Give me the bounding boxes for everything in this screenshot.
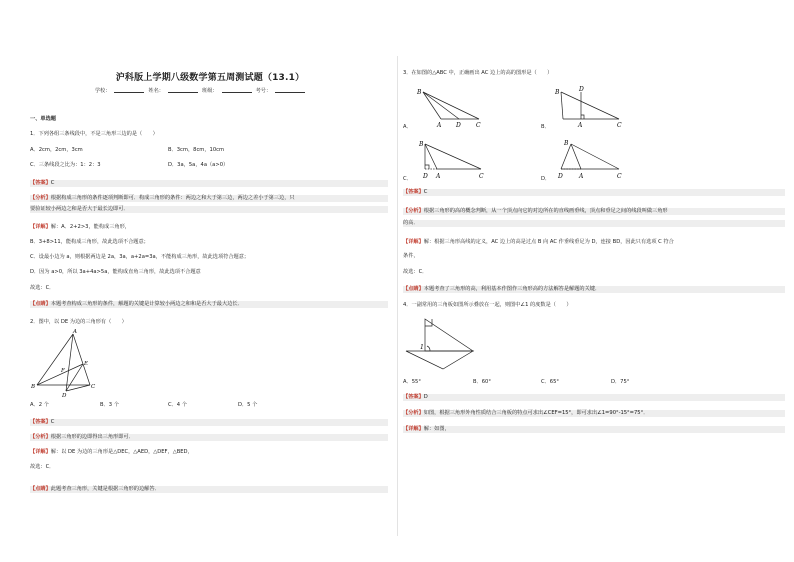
q3a-label-b: B	[417, 89, 422, 96]
q1-option-c: C．三条线段之比为：1：2：3	[30, 162, 101, 168]
q1-answer: C	[50, 180, 55, 186]
q3b-label-a: A	[578, 122, 583, 129]
q2-label-e: E	[84, 361, 89, 367]
q3d-label-c: C	[617, 173, 622, 180]
exam-no-label: 考号：	[255, 88, 272, 94]
q4-answer-row	[403, 394, 785, 401]
q1-option-d: D．3a，5a，4a（a>0）	[168, 162, 229, 168]
q4-analysis-row	[403, 410, 785, 417]
q4-option-d: D．75°	[611, 379, 630, 385]
q3-figure-b	[549, 84, 629, 129]
q3-detail-tag: 【详解】	[403, 239, 424, 245]
q3-analysis-line-1: 根据三角形的高的概念判断，从一个顶点向它的对边所在的直线画垂线，顶点和垂足之间的线段叫做三角形	[423, 208, 668, 214]
q4-analysis: 如图，根据三角形外角性质结合三角板的特点可求出∠CEF=15°，即可求出∠1=90°-15°=75°．	[423, 410, 649, 416]
q4-detail-tag: 【详解】	[403, 426, 424, 432]
q3-figure-a	[411, 84, 491, 129]
q2-detail-tag: 【详解】	[30, 449, 51, 455]
q1-answer-tag: 【答案】	[30, 180, 51, 186]
q4-answer: D	[423, 394, 428, 400]
q2-answer-row	[30, 419, 388, 426]
q1-analysis-line-2: 要验证较小两边之和是否大于最长边即可．	[30, 206, 388, 213]
q2-option-a: A．2 个	[30, 402, 49, 408]
q2-analysis-row	[30, 434, 388, 441]
q3-option-d: D．	[541, 176, 551, 182]
q3-stem: 3．在如图的△ABC 中，正确画出 AC 边上的高的图形是（ ）	[403, 70, 553, 76]
q3-answer: C	[423, 189, 428, 195]
q3d-label-a: A	[579, 173, 584, 180]
q2-remark: 此题考查三角形，关键是根据三角形的边解答．	[50, 486, 160, 492]
q1-detail-line-5: 故选：C．	[30, 285, 55, 291]
q1-detail-line-3: C．设最小边为 a，则根据两边是 2a，3a，a+2a=3a，不能构成三角形，故此选项符合题意；	[30, 254, 250, 260]
q4-stem: 4．一副常用的三角板如图所示叠放在一起，则图中∠1 的度数是（ ）	[403, 302, 572, 308]
q1-analysis-line-1: 根据构成三角形的条件逐项判断即可．构成三角形的条件：两边之和大于第三边，两边之差小于第三边，只	[50, 195, 295, 201]
q1-analysis-tag: 【分析】	[30, 195, 51, 201]
exam-no-blank	[275, 87, 305, 93]
q2-option-d: D．5 个	[238, 402, 258, 408]
q3-remark-row	[403, 286, 785, 293]
q3-answer-row	[403, 189, 785, 196]
q3b-label-b: B	[555, 89, 560, 96]
school-blank	[114, 87, 144, 93]
q3-detail-line-1: 解：根据三角形高线的定义，AC 边上的高是过点 B 向 AC 作垂线垂足为 D，连接 BD，因此只有选项 C 符合	[423, 239, 674, 245]
q2-label-f: F	[61, 368, 65, 374]
q2-remark-tag: 【点睛】	[30, 486, 51, 492]
q3-option-a: A．	[403, 124, 412, 130]
q1-option-b: B．3cm，8cm，10cm	[168, 147, 225, 153]
q3d-label-d: D	[558, 173, 563, 180]
q1-remark-row	[30, 301, 388, 308]
q3-analysis-line-2: 的高．	[403, 220, 785, 227]
q3c-label-a: A	[436, 173, 441, 180]
q3c-label-c: C	[479, 173, 484, 180]
q2-option-c: C．4 个	[168, 402, 187, 408]
school-label: 学校：	[94, 88, 111, 94]
q3b-label-d: D	[579, 86, 584, 93]
section-title: 一、单选题	[30, 116, 56, 122]
q4-detail-row	[403, 426, 785, 433]
q2-answer: C	[50, 419, 55, 425]
q1-answer-row	[30, 180, 388, 187]
q3-detail-line-3: 故选：C．	[403, 269, 428, 275]
q1-detail-row	[30, 224, 130, 231]
q2-stem: 2．图中，以 DE 为边的三角形有（ ）	[30, 319, 127, 325]
column-divider	[397, 56, 398, 536]
q3-remark: 本题考查了三角形的高，利用基本作图作三角形高的方法解答是解题的关键．	[423, 286, 601, 292]
q3b-label-c: C	[617, 122, 622, 129]
q1-detail-line-1: 解：A．2+2>3，能构成三角形，	[50, 224, 130, 230]
q2-detail-row	[30, 449, 193, 456]
q1-remark-tag: 【点睛】	[30, 301, 51, 307]
class-blank	[222, 87, 252, 93]
q3a-label-a: A	[437, 122, 442, 129]
q3c-label-b: B	[419, 141, 424, 148]
q3d-label-b: B	[564, 140, 569, 147]
q1-analysis-row	[30, 195, 388, 202]
q2-label-c: C	[91, 384, 96, 390]
q2-figure	[30, 328, 100, 398]
name-blank	[168, 87, 198, 93]
q3-detail-row	[403, 239, 674, 246]
q1-option-a: A．2cm，2cm，3cm	[30, 147, 83, 153]
q1-detail-line-4: D．因为 a>0，所以 3a+4a>5a，能构成直角三角形，故此选项不合题意	[30, 269, 201, 275]
q3-detail-line-2: 条件，	[403, 253, 419, 259]
q3-option-c: C．	[403, 176, 412, 182]
q4-angle-label: 1	[420, 344, 424, 351]
q1-stem: 1．下列各组三条线段中，不是三角形三边的是（ ）	[30, 131, 158, 137]
q4-option-a: A．55°	[403, 379, 421, 385]
q2-label-a: A	[73, 329, 77, 335]
q4-figure	[403, 314, 483, 372]
q3-answer-tag: 【答案】	[403, 189, 424, 195]
q3a-label-c: C	[476, 122, 481, 129]
q3-analysis-row	[403, 208, 785, 215]
q3-figure-c	[411, 136, 491, 181]
q2-label-d: D	[62, 393, 67, 398]
student-info	[40, 87, 360, 94]
q2-answer-tag: 【答案】	[30, 419, 51, 425]
q4-detail: 解：如图，	[423, 426, 450, 432]
q3-analysis-tag: 【分析】	[403, 208, 424, 214]
q3c-label-d: D	[423, 173, 428, 180]
q2-remark-row	[30, 486, 388, 493]
q3-figure-d	[549, 136, 629, 181]
q3a-label-d: D	[456, 122, 461, 129]
page-title: 沪科版上学期八级数学第五周测试题（13.1）	[115, 73, 305, 83]
q2-option-b: B．3 个	[100, 402, 119, 408]
q1-detail-tag: 【详解】	[30, 224, 51, 230]
q2-analysis-tag: 【分析】	[30, 434, 51, 440]
q1-detail-line-2: B．3+8>11，能构成三角形，故此选项不合题意；	[30, 239, 149, 245]
q3-remark-tag: 【点睛】	[403, 286, 424, 292]
q3-option-b: B．	[541, 124, 550, 130]
q2-detail-line-1: 解：以 DE 为边的三角形是△DEC，△AED，△DEF，△BED，	[50, 449, 193, 455]
q4-analysis-tag: 【分析】	[403, 410, 424, 416]
q2-detail-line-2: 故选：C．	[30, 464, 55, 470]
q4-answer-tag: 【答案】	[403, 394, 424, 400]
q2-analysis: 根据三角形的边即得出三角形即可．	[50, 434, 134, 440]
q4-option-b: B．60°	[473, 379, 491, 385]
name-label: 姓名：	[148, 88, 164, 94]
q4-option-c: C．65°	[541, 379, 560, 385]
q1-remark: 本题考查构成三角形的条件，解题的关键是计算较小两边之和和是否大于最大边长．	[50, 301, 243, 307]
q2-label-b: B	[31, 384, 36, 390]
class-label: 班级：	[202, 88, 218, 94]
